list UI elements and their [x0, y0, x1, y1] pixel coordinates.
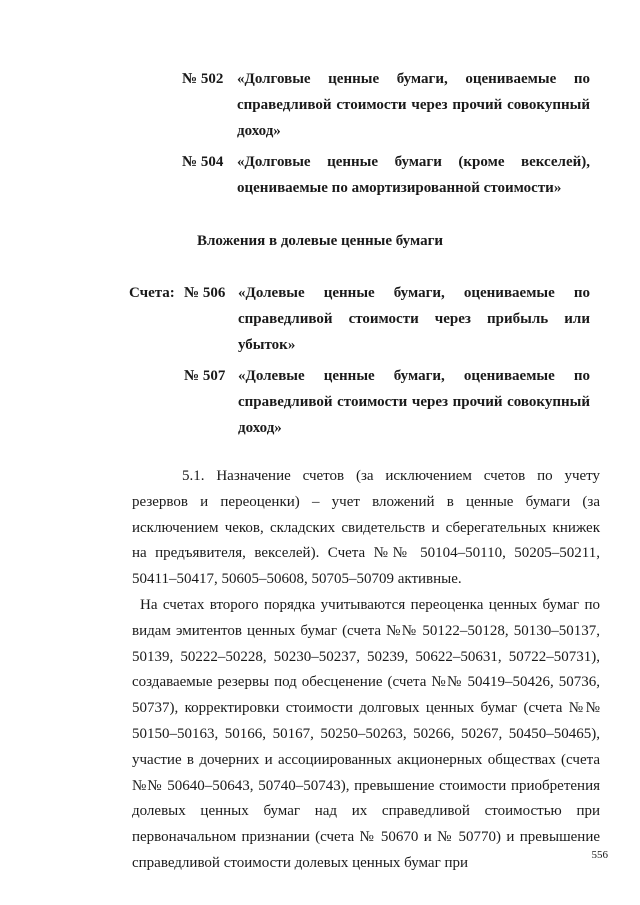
account-number: № 504	[182, 154, 224, 170]
account-description: «Долговые ценные бумаги (кроме векселей), оцениваемые по амортизированной стоимости»	[237, 154, 590, 196]
account-506	[0, 280, 640, 358]
paragraph-second-order: На счетах второго порядка учитываются переоценка ценных бумаг по видам эмитентов ценных бумаг (счета №№ 50122–50128, 50130–50137, 50139, 50222–50228, 50230–50237, 50239, 50622–50631, 50722–50731), создаваемые резервы под обесценение (счета №№ 50419–50426, 50736, 50737), корректировки стоимости долговых ценных бумаг (счета №№ 50150–50163, 50166, 50167, 50250–50263, 50266, 50267, 50450–50465), участие в дочерних и ассоциированных акционерных обществах (счета №№ 50640–50643, 50740–50743), превышение стоимости приобретения долевых ценных бумаг над их справедливой стоимостью при первоначальном признании (счета № 50670 и № 50770) и превышение справедливой стоимости долевых ценных бумаг при	[132, 597, 600, 871]
page-number: 556	[591, 849, 608, 861]
account-number: № 507	[184, 368, 226, 384]
section-heading: Вложения в долевые ценные бумаги	[196, 233, 444, 249]
paragraph-5-1: 5.1. Назначение счетов (за исключением счетов по учету резервов и переоценки) – учет вложений в ценные бумаги (за исключением чеков, складских свидетельств и сберегательных книжек на предъявителя, векселей). Счета №№ 50104–50110, 50205–50211, 50411–50417, 50605–50608, 50705–50709 активные.	[132, 468, 600, 588]
account-number: № 506	[184, 285, 226, 301]
account-number: № 502	[182, 71, 224, 87]
accounts-label: Счета:	[129, 285, 175, 301]
account-description: «Долевые ценные бумаги, оцениваемые по справедливой стоимости через прибыль или убыток»	[238, 285, 590, 353]
account-502	[0, 66, 640, 144]
account-507	[0, 363, 640, 441]
account-description: «Долговые ценные бумаги, оцениваемые по справедливой стоимости через прочий совокупный доход»	[237, 71, 590, 139]
account-description: «Долевые ценные бумаги, оцениваемые по справедливой стоимости через прочий совокупный доход»	[238, 368, 590, 436]
account-504	[0, 149, 640, 201]
